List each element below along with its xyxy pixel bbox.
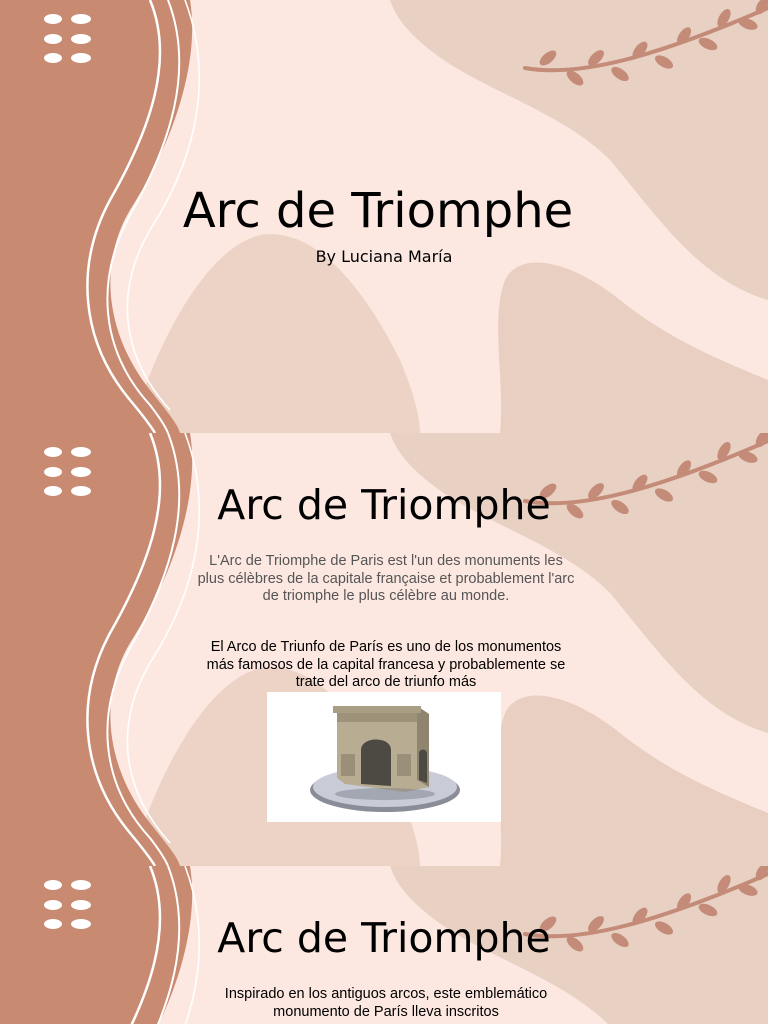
paragraph-spanish: El Arco de Triunfo de París es uno de los monumentos más famosos de la capital francesa y probablemente se trate del arco de triunfo más [206,639,566,690]
slide-title: Arc de Triomphe [217,481,551,529]
slide-3[interactable] [0,866,768,1024]
slide-subtitle: By Luciana María [315,247,453,266]
slide-title: Arc de Triomphe [217,914,551,962]
paragraph-spanish: Inspirado en los antiguos arcos, este emblemático monumento de París lleva inscritos [224,986,548,1020]
slide-2[interactable] [0,433,768,866]
paragraph-french: L'Arc de Triomphe de Paris est l'un des monuments les plus célèbres de la capitale française et probablement l'arc de triomphe le plus célèbre au monde. [197,553,575,604]
slide-title: Arc de Triomphe [182,183,574,239]
slide-1[interactable] [0,0,768,433]
arc-de-triomphe-image [267,692,501,822]
